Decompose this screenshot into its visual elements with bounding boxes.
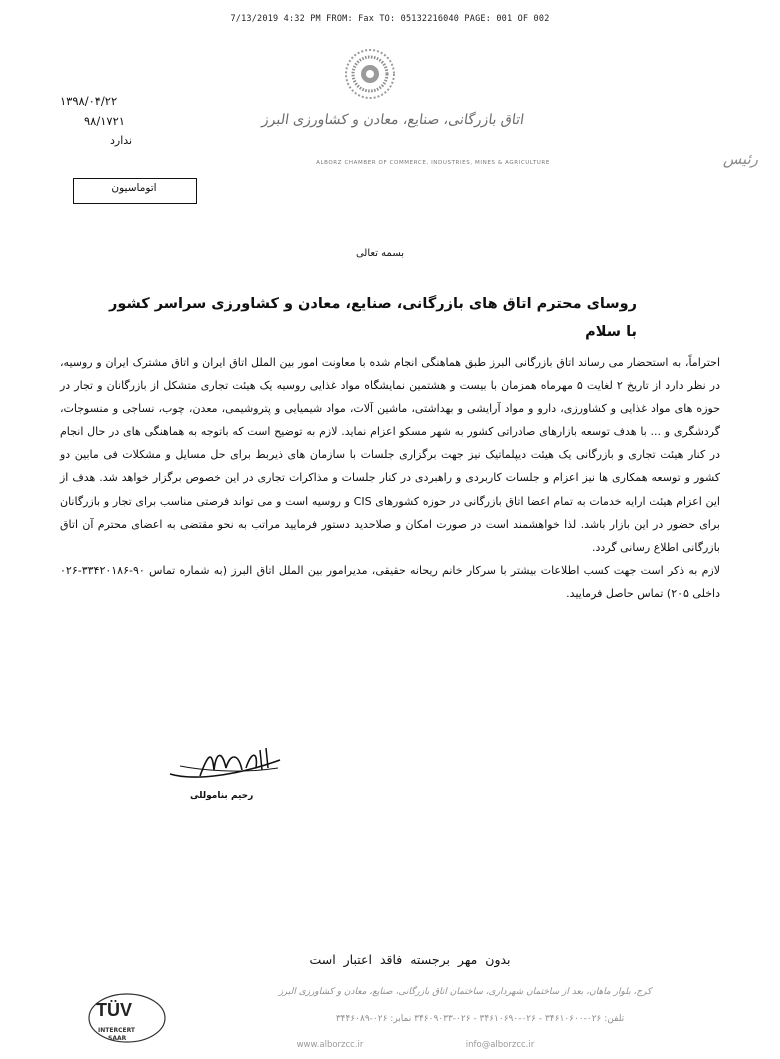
fax-transmission-header: 7/13/2019 4:32 PM FROM: Fax TO: 05132216040 PAGE: 001 OF 002 [230,14,550,24]
footer-website: www.alborzcc.ir [296,1040,364,1050]
bismillah: بسمه تعالی [355,248,405,259]
footer-address: کرج، بلوار ماهان، بعد از ساختمان شهرداری، ساختمان اتاق بازرگانی، صنایع، معادن و کشاورزی البرز [278,987,652,997]
tuv-logo-subtext: INTERCERT [98,1027,136,1034]
letter-number: ۹۸/۱۷۲۱ [84,114,125,128]
footer-phones: تلفن: ۰۲۶-۳۴۶۱۰۶۰۰ - ۰۲۶-۳۴۶۱۰۶۹۰ - ۰۲۶-۳۴۶۰۹۰۳۳ نمابر: ۰۲۶-۳۴۴۶۰۸۹ [335,1014,625,1024]
letter-attachment: ندارد [110,134,133,147]
recipient-title: رئیس [722,150,758,168]
automation-stamp-label: اتوماسیون [111,182,157,194]
footer-email: info@alborzcc.ir [465,1040,535,1050]
letter-body [60,351,720,605]
body-paragraph: لازم به ذکر است جهت کسب اطلاعات بیشتر با سرکار خانم ریحانه حقیقی، مدیرامور بین الملل اتاق البرز (به شماره تماس ۹۰-۳۳۴۲۰۱۸۶-۰۲۶ داخلی ۲۰۵) تماس حاصل فرمایید. [60,563,720,600]
signer-name: رحیم بناموللی [190,791,254,801]
body-paragraph: احتراماً، به استحضار می رساند اتاق بازرگانی البرز طبق هماهنگی انجام شده با معاونت امور بین الملل اتاق ایران و اتاق مشترک ایران و روسیه، در نظر دارد از تاریخ ۲ لغایت ۵ مهرماه همزمان با بیست و هشتمین نمایشگاه مواد غذایی روسیه یک هیئت تجاری متشکل از بازرگانان و تجار در حوزه های مواد غذایی و کشاورزی، دارو و مواد آرایشی و بهداشتی، ماشین آلات، مواد شیمیایی و پتروشیمی، معدن، چوب، نساجی و منسوجات، گردشگری و ... با هدف توسعه بازارهای صادراتی کشور به شهر مسکو اعزام نماید. لازم به توضیح است که باتوجه به هماهنگی های در حال انجام در کنار هیئت تجاری و بازرگانی یک هیئت دیپلماتیک نیز جهت برگزاری جلسات با سازمان های ذیربط برای حل مسایل و مشکلات فی مابین دو کشور و توسعه همکاری ها نیز اعزام و جلسات کاربردی و راهبردی در کنار جلسات و مذاکرات تجاری در این خصوص برگزار خواهد شد. هدف از این اعزام هیئت ارایه خدمات به تمام اعضا اتاق بازرگانی در حوزه کشورهای CIS و روسیه است و می تواند فرصتی مناسب برای تجار و بازرگانان برای حضور در این بازار باشد. لذا خواهشمند است در صورت امکان و صلاحدید دستور فرمایید مراتب به نحو مقتضی به اعضای محترم آن اتاق بازرگانی اطلاع رسانی گردد. [60,356,721,554]
handwritten-signature [160,740,290,788]
addressee: روسای محترم اتاق های بازرگانی، صنایع، معادن و کشاورزی سراسر کشور [109,296,637,312]
organization-name: اتاق بازرگانی، صنایع، معادن و کشاورزی البرز [260,112,526,128]
letter-date: ۱۳۹۸/۰۴/۲۲ [60,94,118,108]
tuv-logo-subtext: SAAR [108,1035,127,1042]
embossed-seal-notice: بدون مهر برجسته فاقد اعتبار است [309,952,511,967]
chamber-seal-logo [344,48,396,100]
organization-english-name: ALBORZ CHAMBER OF COMMERCE, INDUSTRIES, MINES & AGRICULTURE [316,160,550,166]
greeting: با سلام [585,324,637,340]
tuv-logo-text: TÜV [96,1000,132,1020]
